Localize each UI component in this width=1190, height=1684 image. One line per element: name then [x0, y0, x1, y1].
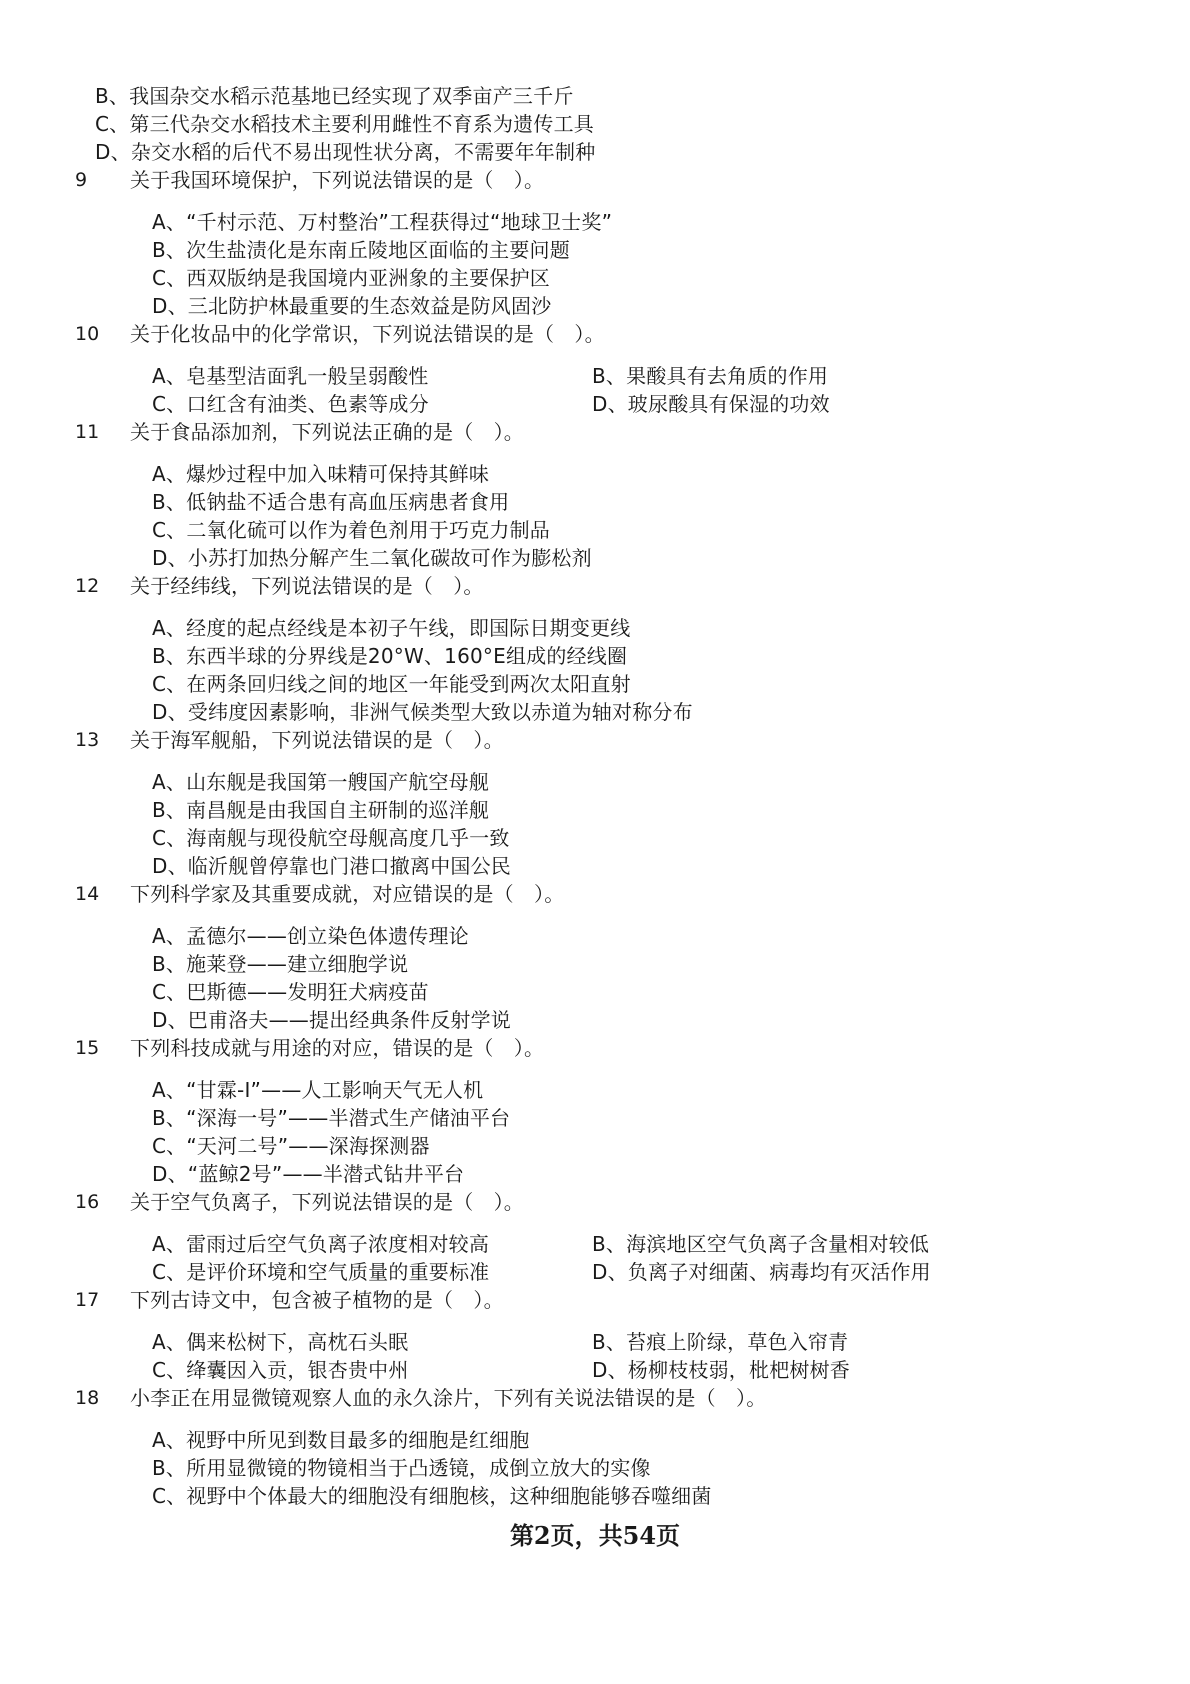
question-number: 14	[75, 883, 100, 905]
option-text: D、小苏打加热分解产生二氧化碳故可作为膨松剂	[152, 546, 592, 570]
option-text: C、视野中个体最大的细胞没有细胞核，这种细胞能够吞噬细菌	[152, 1484, 712, 1508]
question-number: 10	[75, 323, 100, 345]
option-text: C、“天河二号”——深海探测器	[152, 1134, 430, 1158]
option-text: B、次生盐渍化是东南丘陵地区面临的主要问题	[152, 238, 570, 262]
question-stem: 关于空气负离子，下列说法错误的是（ ）。	[130, 1190, 524, 1214]
option-text: C、西双版纳是我国境内亚洲象的主要保护区	[152, 266, 550, 290]
option-text: C、第三代杂交水稻技术主要利用雌性不育系为遗传工具	[95, 112, 594, 136]
option-text: D、负离子对细菌、病毒均有灭活作用	[592, 1260, 931, 1284]
option-text: B、海滨地区空气负离子含量相对较低	[592, 1232, 930, 1256]
question-number: 9	[75, 169, 88, 191]
question-stem: 关于化妆品中的化学常识，下列说法错误的是（ ）。	[130, 322, 605, 346]
question-stem: 关于我国环境保护，下列说法错误的是（ ）。	[130, 168, 545, 192]
option-text: C、是评价环境和空气质量的重要标准	[152, 1260, 490, 1284]
question-number: 18	[75, 1387, 100, 1409]
option-text: B、所用显微镜的物镜相当于凸透镜，成倒立放大的实像	[152, 1456, 651, 1480]
question-number: 17	[75, 1289, 100, 1311]
question-stem: 关于海军舰船，下列说法错误的是（ ）。	[130, 728, 504, 752]
question-number: 15	[75, 1037, 100, 1059]
option-text: D、玻尿酸具有保湿的功效	[592, 392, 830, 416]
option-text: C、在两条回归线之间的地区一年能受到两次太阳直射	[152, 672, 631, 696]
page-number-footer: 第2页，共54页	[509, 1521, 681, 1550]
option-text: B、南昌舰是由我国自主研制的巡洋舰	[152, 798, 490, 822]
question-number: 12	[75, 575, 100, 597]
option-text: A、雷雨过后空气负离子浓度相对较高	[152, 1232, 490, 1256]
option-text: D、三北防护林最重要的生态效益是防风固沙	[152, 294, 552, 318]
option-text: C、口红含有油类、色素等成分	[152, 392, 429, 416]
option-text: D、杂交水稻的后代不易出现性状分离，不需要年年制种	[95, 140, 596, 164]
option-text: B、低钠盐不适合患有高血压病患者食用	[152, 490, 510, 514]
option-text: A、爆炒过程中加入味精可保持其鲜味	[152, 462, 490, 486]
question-number: 16	[75, 1191, 100, 1213]
question-stem: 关于食品添加剂，下列说法正确的是（ ）。	[130, 420, 524, 444]
option-text: A、“甘霖-Ⅰ”——人工影响天气无人机	[152, 1078, 484, 1102]
option-text: C、绛囊因入贡，银杏贵中州	[152, 1358, 409, 1382]
option-text: A、山东舰是我国第一艘国产航空母舰	[152, 770, 490, 794]
question-number: 13	[75, 729, 100, 751]
option-text: B、果酸具有去角质的作用	[592, 364, 829, 388]
option-text: D、受纬度因素影响，非洲气候类型大致以赤道为轴对称分布	[152, 700, 693, 724]
option-text: A、“千村示范、万村整治”工程获得过“地球卫士奖”	[152, 210, 613, 234]
option-text: A、孟德尔——创立染色体遗传理论	[152, 924, 469, 948]
question-stem: 下列科学家及其重要成就，对应错误的是（ ）。	[130, 882, 565, 906]
option-text: D、“蓝鲸2号”——半潜式钻井平台	[152, 1162, 465, 1186]
option-text: B、东西半球的分界线是20°W、160°E组成的经线圈	[152, 644, 628, 668]
option-text: B、苔痕上阶绿，草色入帘青	[592, 1330, 849, 1354]
question-stem: 小李正在用显微镜观察人血的永久涂片，下列有关说法错误的是（ ）。	[130, 1386, 767, 1410]
option-text: B、我国杂交水稻示范基地已经实现了双季亩产三千斤	[95, 84, 574, 108]
option-text: B、施莱登——建立细胞学说	[152, 952, 409, 976]
option-text: D、临沂舰曾停靠也门港口撤离中国公民	[152, 854, 512, 878]
option-text: A、经度的起点经线是本初子午线，即国际日期变更线	[152, 616, 631, 640]
option-text: C、海南舰与现役航空母舰高度几乎一致	[152, 826, 510, 850]
option-text: D、杨柳枝枝弱，枇杷树树香	[592, 1358, 851, 1382]
question-stem: 下列科技成就与用途的对应，错误的是（ ）。	[130, 1036, 545, 1060]
option-text: B、“深海一号”——半潜式生产储油平台	[152, 1106, 511, 1130]
option-text: A、偶来松树下，高枕石头眠	[152, 1330, 409, 1354]
question-stem: 关于经纬线，下列说法错误的是（ ）。	[130, 574, 484, 598]
option-text: A、视野中所见到数目最多的细胞是红细胞	[152, 1428, 530, 1452]
option-text: C、巴斯德——发明狂犬病疫苗	[152, 980, 429, 1004]
option-text: A、皂基型洁面乳一般呈弱酸性	[152, 364, 429, 388]
question-number: 11	[75, 421, 100, 443]
option-text: C、二氧化硫可以作为着色剂用于巧克力制品	[152, 518, 550, 542]
question-stem: 下列古诗文中，包含被子植物的是（ ）。	[130, 1288, 504, 1312]
option-text: D、巴甫洛夫——提出经典条件反射学说	[152, 1008, 512, 1032]
